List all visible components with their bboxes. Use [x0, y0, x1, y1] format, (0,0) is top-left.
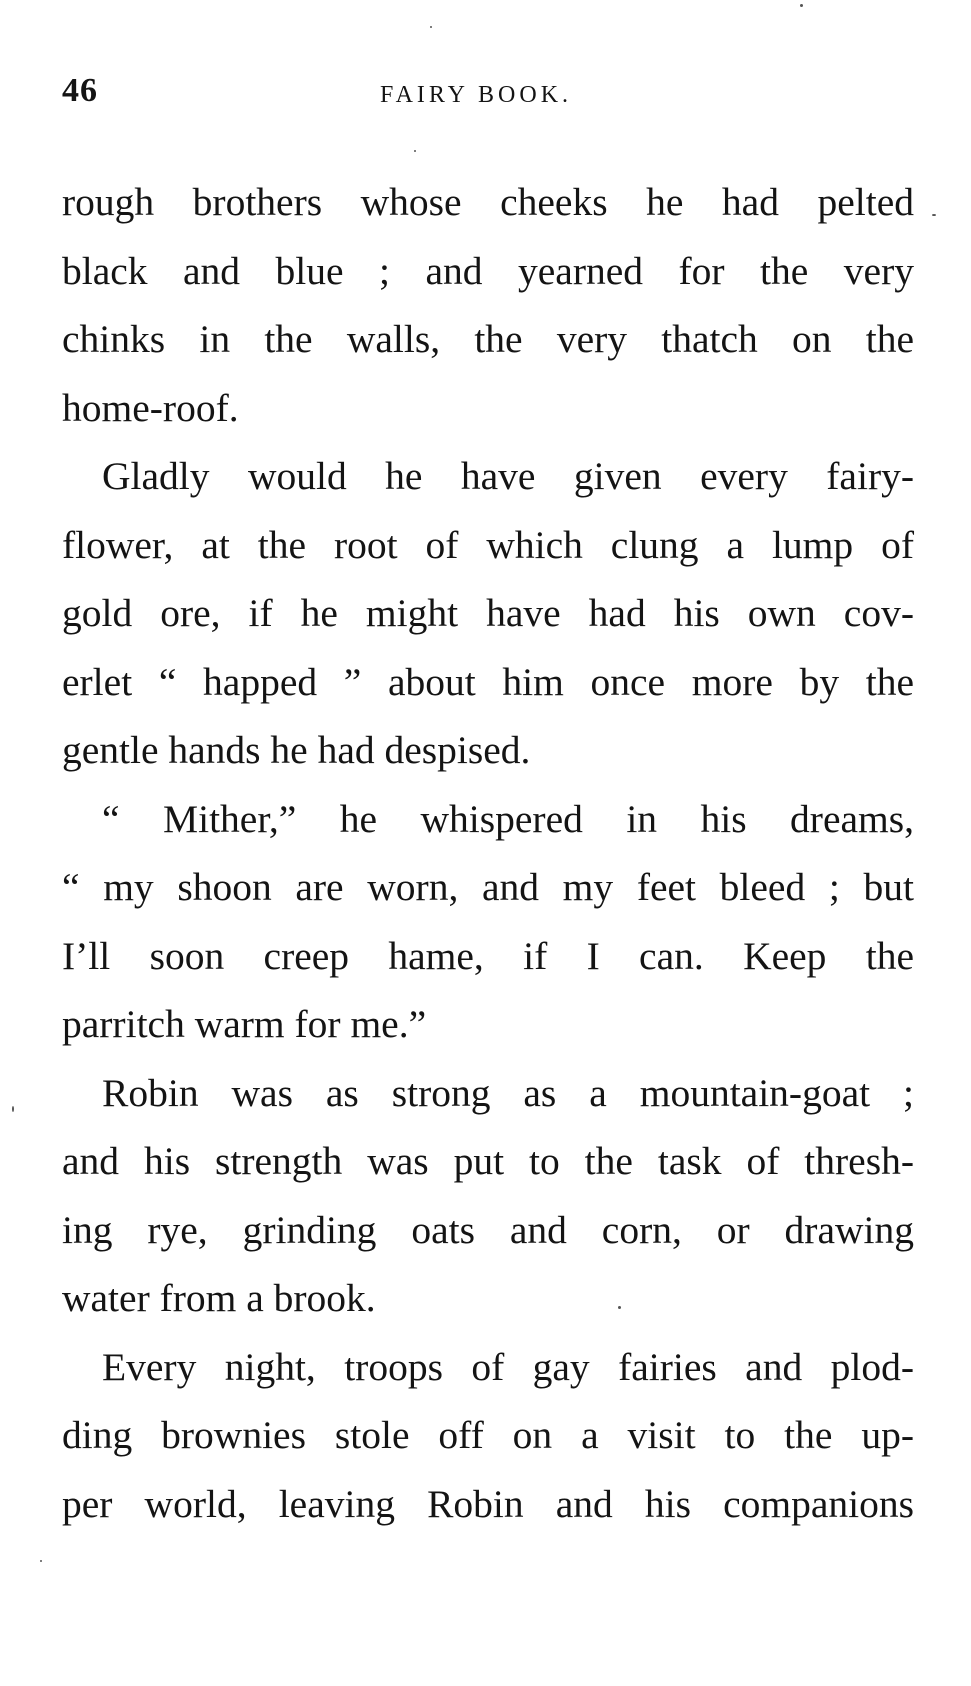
scan-speck: [12, 1106, 14, 1112]
text-line: gold ore, if he might have had his own cov-: [62, 591, 914, 635]
text-line: and his strength was put to the task of thresh-: [62, 1139, 914, 1183]
text-line: I’ll soon creep hame, if I can. Keep the: [62, 933, 914, 978]
text-line: per world, leaving Robin and his companions: [62, 1481, 914, 1526]
text-line: flower, at the root of which clung a lump of: [62, 522, 914, 567]
text-line: black and blue ; and yearned for the very: [62, 248, 914, 293]
running-title: FAIRY BOOK.: [380, 82, 573, 108]
page-header: [62, 72, 914, 122]
text-line: “ my shoon are worn, and my feet bleed ; but: [62, 865, 914, 909]
text-line: Gladly would he have given every fairy-: [102, 454, 914, 498]
scan-speck: [932, 214, 936, 216]
text-line: chinks in the walls, the very thatch on the: [62, 317, 914, 361]
scan-speck: [414, 150, 416, 152]
text-line: gentle hands he had despised.: [62, 728, 531, 772]
page-number: 46: [62, 72, 98, 109]
scan-speck: [430, 26, 432, 28]
text-line: ing rye, grinding oats and corn, or drawing: [62, 1207, 914, 1252]
text-line: erlet “ happed ” about him once more by the: [62, 659, 914, 704]
body-text: [62, 168, 914, 1538]
scan-speck: [800, 4, 803, 7]
scan-speck: [618, 1306, 621, 1309]
text-line: water from a brook.: [62, 1276, 376, 1320]
text-line: rough brothers whose cheeks he had pelted: [62, 180, 914, 224]
text-line: home-roof.: [62, 385, 239, 430]
text-line: Robin was as strong as a mountain-goat ;: [102, 1070, 914, 1115]
text-line: “ Mither,” he whispered in his dreams,: [102, 796, 914, 841]
text-line: Every night, troops of gay fairies and plod-: [102, 1344, 914, 1389]
text-line: parritch warm for me.”: [62, 1002, 427, 1046]
scan-speck: [40, 1560, 42, 1562]
text-line: ding brownies stole off on a visit to the up-: [62, 1413, 914, 1457]
